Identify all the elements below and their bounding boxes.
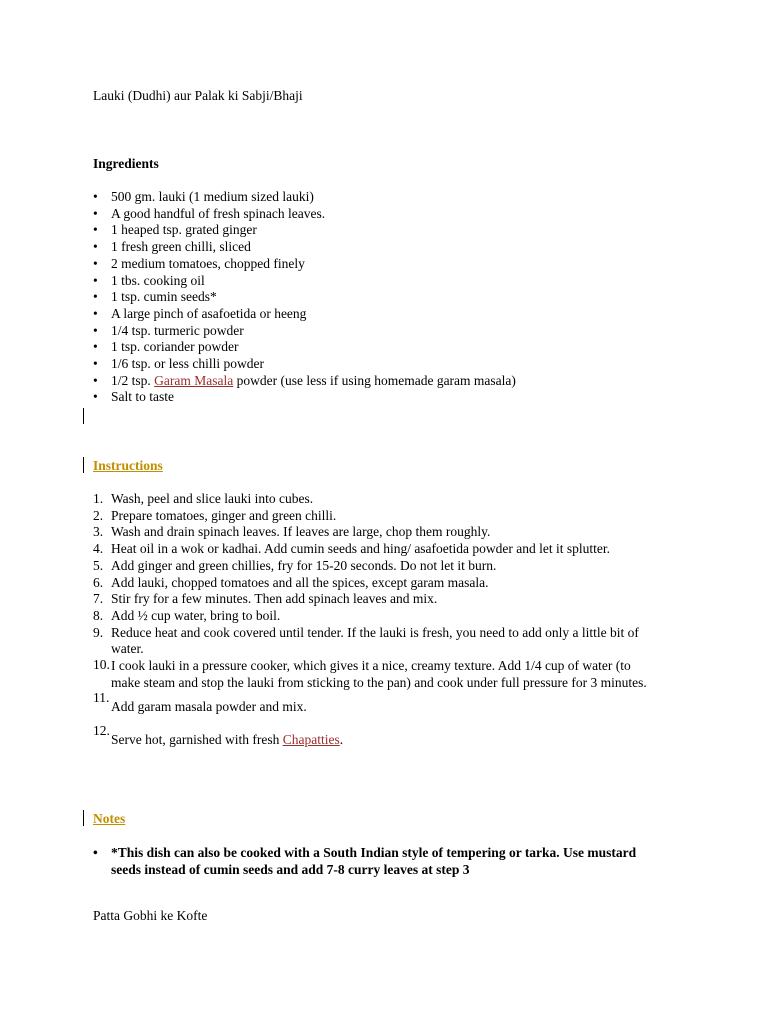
ingredient-item: • 1 fresh green chilli, sliced [93, 239, 653, 256]
step-number: 8. [93, 607, 104, 623]
step-text: I cook lauki in a pressure cooker, which gives it a nice, creamy texture. Add 1/4 cup of water (to make steam and stop the lauki from sticking to the pan) and cook under full pressure for 3 minutes. [111, 658, 647, 690]
note-item: • *This dish can also be cooked with a South Indian style of tempering or tarka. Use mustard seeds instead of cumin seeds and add 7-8 curry leaves at step 3 [93, 845, 668, 878]
instructions-list [93, 491, 658, 749]
ingredients-heading: Ingredients [93, 156, 159, 171]
step-text: Add ½ cup water, bring to boil. [111, 607, 281, 623]
ingredient-text: 1/2 tsp. [111, 372, 155, 388]
ingredient-item: • 1 tsp. cumin seeds* [93, 289, 653, 306]
notes-heading: Notes [93, 811, 126, 826]
step-number: 4. [93, 541, 104, 557]
step-text: . [339, 732, 344, 748]
ingredient-item: • 500 gm. lauki (1 medium sized lauki) [93, 189, 653, 206]
ingredient-item: • 1 tbs. cooking oil [93, 273, 653, 290]
step-text: Heat oil in a wok or kadhai. Add cumin seeds and hing/ asafoetida powder and let it splutter. [111, 541, 611, 557]
step-text: Reduce heat and cook covered until tender. If the lauki is fresh, you need to add only a little bit of water. [111, 624, 639, 657]
step-number: 1. [93, 491, 104, 506]
instruction-step [93, 690, 658, 716]
ingredient-item-garam-masala [93, 373, 653, 390]
instruction-step [93, 608, 658, 625]
instruction-step [93, 591, 658, 608]
ingredient-item: • 2 medium tomatoes, chopped finely [93, 256, 653, 273]
step-number: 3. [93, 524, 104, 540]
recipe-title: Lauki (Dudhi) aur Palak ki Sabji/Bhaji [93, 88, 303, 103]
step-number: 9. [93, 624, 104, 640]
step-text: Wash, peel and slice lauki into cubes. [111, 491, 314, 506]
notes-list [93, 845, 668, 878]
step-text: Add garam masala powder and mix. [111, 699, 307, 715]
instruction-step [93, 558, 658, 575]
step-number: 7. [93, 591, 104, 607]
step-text: Stir fry for a few minutes. Then add spinach leaves and mix. [111, 591, 438, 607]
text-cursor [83, 408, 84, 424]
instructions-heading: Instructions [93, 458, 163, 473]
step-number: 11. [93, 690, 110, 706]
garam-masala-link[interactable]: Garam Masala [154, 372, 234, 388]
instruction-step [93, 541, 658, 558]
ingredient-item: • 1 tsp. coriander powder [93, 339, 653, 356]
step-number: 12. [93, 723, 110, 739]
ingredient-item: • 1/4 tsp. turmeric powder [93, 323, 653, 340]
ingredient-item: • Salt to taste [93, 389, 653, 406]
instruction-step [93, 723, 658, 749]
instruction-step [93, 524, 658, 541]
step-text: Prepare tomatoes, ginger and green chilli. [111, 507, 337, 523]
ingredient-text: powder (use less if using homemade garam masala) [233, 372, 516, 388]
step-number: 6. [93, 574, 104, 590]
step-number: 5. [93, 557, 104, 573]
step-text: Add ginger and green chillies, fry for 15-20 seconds. Do not let it burn. [111, 557, 497, 573]
instruction-step [93, 658, 658, 691]
text-cursor [83, 457, 84, 473]
next-recipe-title: Patta Gobhi ke Kofte [93, 908, 208, 923]
ingredient-item: • A large pinch of asafoetida or heeng [93, 306, 653, 323]
step-number: 2. [93, 507, 104, 523]
ingredient-item: • 1 heaped tsp. grated ginger [93, 222, 653, 239]
instruction-step [93, 491, 658, 508]
instruction-step [93, 508, 658, 525]
ingredient-item: • 1/6 tsp. or less chilli powder [93, 356, 653, 373]
chapatties-link[interactable]: Chapatties [282, 732, 340, 748]
ingredients-list [93, 189, 653, 406]
step-text: Add lauki, chopped tomatoes and all the spices, except garam masala. [111, 574, 489, 590]
instruction-step [93, 575, 658, 592]
step-text: Serve hot, garnished with fresh [111, 732, 283, 748]
step-text: Wash and drain spinach leaves. If leaves are large, chop them roughly. [111, 524, 491, 540]
instruction-step [93, 625, 658, 658]
ingredient-item: • A good handful of fresh spinach leaves. [93, 206, 653, 223]
text-cursor [83, 810, 84, 826]
step-number: 10. [93, 657, 110, 673]
